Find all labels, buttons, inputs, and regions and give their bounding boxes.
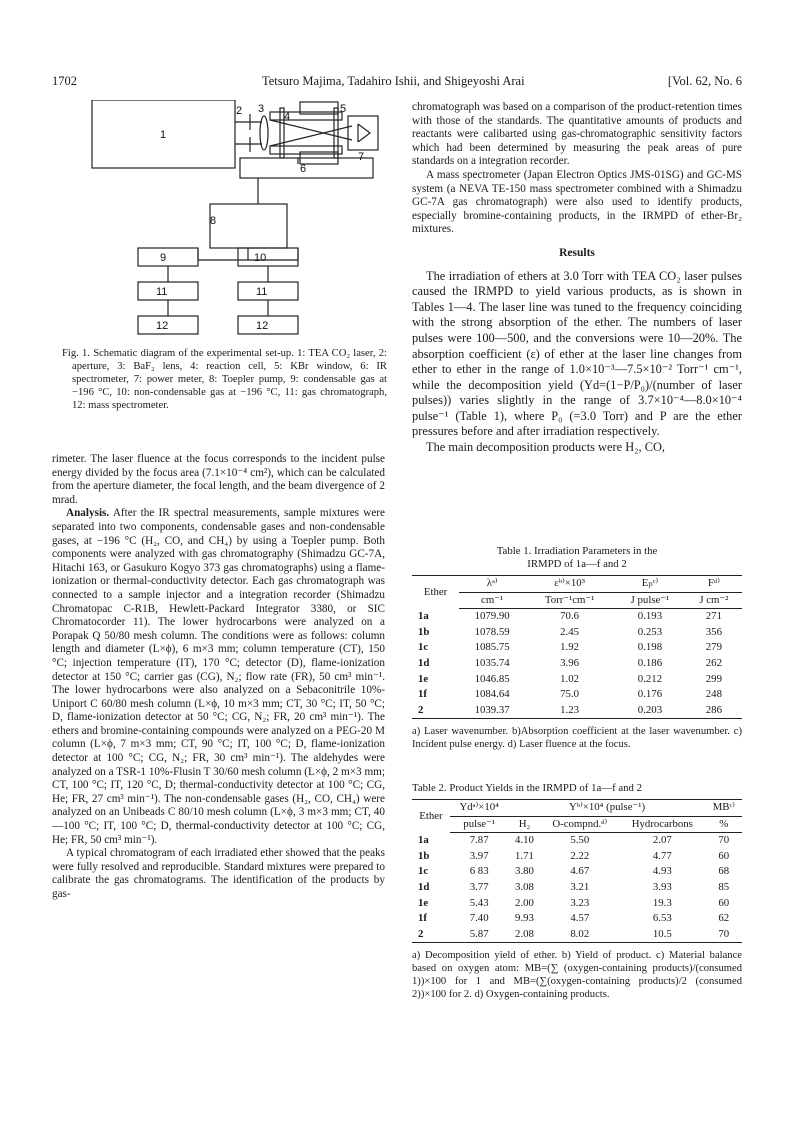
table-cell: 5.87 (450, 927, 509, 943)
author-line: Tetsuro Majima, Tadahiro Ishii, and Shigeyoshi Arai (262, 74, 525, 88)
header-cell: O-compnd.ᵈ⁾ (541, 816, 619, 833)
section-run-in-heading: Analysis. (66, 507, 110, 520)
table-cell: 0.186 (637, 656, 663, 669)
table-cell: 2.08 (508, 927, 540, 943)
header-cell: J cm⁻² (686, 592, 742, 609)
table-cell: 1.23 (525, 703, 614, 719)
table-cell: 9.93 (515, 912, 534, 925)
table-cell: 2.22 (570, 849, 590, 862)
table-cell: 1f (418, 912, 427, 925)
table-cell: 60 (718, 896, 730, 909)
table-cell: 1c (418, 865, 429, 878)
box-condensable (138, 248, 198, 266)
fig-label: 10 (254, 252, 267, 264)
table-cell: 62 (718, 912, 730, 925)
table-cell: 1b (418, 849, 430, 862)
header-cell: Torr⁻¹cm⁻¹ (525, 592, 614, 609)
table-cell: 3.77 (469, 880, 489, 893)
table-cell: 2.00 (515, 896, 534, 909)
table-2-caption: Table 2. Product Yields in the IRMPD of 1a—f and 2 (412, 782, 643, 794)
table-cell: 1a (418, 833, 429, 846)
volume-info: [Vol. 62, No. 6 (667, 74, 742, 88)
header-cell: % (706, 816, 742, 833)
header-cell: H₂ (508, 816, 540, 833)
box-non-condensable (238, 248, 298, 266)
table-cell: 2 (412, 927, 450, 943)
table-cell: 1079.90 (474, 610, 510, 623)
table-cell: 0.203 (614, 703, 686, 719)
table-cell: 262 (705, 656, 722, 669)
table-cell: 3.23 (570, 896, 590, 909)
table-row (412, 625, 742, 641)
table-1-block (412, 545, 742, 751)
table-row (412, 656, 742, 672)
table-cell: 6 83 (469, 865, 489, 878)
table-cell: 1035.74 (474, 656, 510, 669)
table-2 (412, 799, 742, 943)
table-cell: 1.92 (560, 641, 580, 654)
table-cell: 1.02 (560, 672, 580, 685)
table-1 (412, 575, 742, 719)
right-column (412, 101, 742, 456)
table-2-footnote: a) Decomposition yield of ether. b) Yield of product. c) Material balance based on oxygen atom: MB=(∑ (oxygen-containing products)/(consumed 1))×100 for 1 and MB=(∑(oxygen-containing products)/2 (consumed 2))×100 for 2. d) Oxygen-containing products. (412, 950, 742, 1001)
figure-1-caption: Fig. 1. Schematic diagram of the experimental set-up. 1: TEA CO₂ laser, 2: aperture, 3: BaF₂ lens, 4: reaction cell, 5: KBr window, 6: IR spectrometer, 7: power meter, 8: Toepler pump, 9: condensable gas at −196 °C, 10: non-condensable gas at −196 °C, 11: gas chromatograph, 12: mass spectrometer. (62, 348, 387, 411)
table-cell: 356 (705, 625, 722, 638)
table-cell: 5.50 (570, 834, 590, 847)
header-cell: MBᶜ⁾ (712, 801, 735, 813)
header-cell: Yᵇ⁾×10⁴ (pulse⁻¹) (568, 801, 646, 813)
header-cell: λᵃ⁾ (486, 577, 498, 589)
table-cell: 1d (418, 880, 430, 893)
fig-label: 3 (258, 103, 265, 115)
figure-1-schematic (52, 100, 385, 345)
table-cell: 10.5 (619, 927, 706, 943)
table-cell: 279 (705, 641, 722, 654)
results-heading: Results (559, 246, 595, 259)
table-cell: 1e (418, 672, 429, 685)
table-cell: 4.10 (515, 834, 534, 847)
table-cell: 1c (418, 641, 429, 654)
table-cell: 3.21 (570, 880, 590, 893)
table-cell: 19.3 (652, 896, 672, 909)
table-row (412, 833, 742, 849)
box-gc-left (138, 282, 198, 300)
paragraph-text: After the IR spectral measurements, sample mixtures were separated into two components, condensable gases and non-condensable gases, at −196 °C (H₂, CO, and CH₄) by using a Toepler pump. Both components were analyzed with gas chromatography (Shimadzu GC-7A, Hitachi 163, or Gasukuro Kogyo 373 gas chromatographs) using a flame-ionization or thermal-conductivity detector. Each gas chromatograph was connected to a sample injector and a integration recorder (Shimadzu Chromatopac C-R1B, Hewlett-Packard Integrator 3380, or SIC Chromatocorder 11). The lower hydrocarbons were analyzed on a Porapak Q 50/80 mesh column. The conditions were as follows: column length and diameter (L×ϕ), 6 m×3 mm; column temperature (CT), 150 °C; injection temperature (IT), 170 °C; detector (D), flame-ionization detector at 150 °C; carrier gas (CG), N₂; flow rate (FR), 50 cm³ min⁻¹. The lower hydrocarbons were also analyzed on a Sebaconitrile 10%-Uniport C 60/80 mesh column (L×ϕ, 10 m×3 mm; CT, 30 °C; IT, 50 °C; D, flame-ionization detector at 50 °C; CG, N₂; FR, 20 cm³ min⁻¹). The ethers and bromine-containing compounds were analyzed on a PEG-20 M column (L×ϕ, 7 m×3 mm; CT, 90 °C; IT, 100 °C; D, flame-ionization detector at 100 °C; CG, N₂; FR, 30 cm³ min⁻¹). The aldehydes were analyzed on a TSR-1 10%-Flusin T 30/60 mesh column (L×ϕ, 2 m×3 mm; CT, 100 °C; IT, 120 °C, D; thermal-conductivity detector at 100 °C; CG, He; FR, 27 cm³ min⁻¹). The non-condensable gases (H₂, CO, CH₄) were analyzed on an Unibeads C 80/10 mesh column (L×ϕ, 3 m×3 mm; CT, 40—100 °C; IT, 100 °C; D, thermal-conductivity detector at 100 °C; CG, He; FR, 50 cm³ min⁻¹). (52, 507, 385, 846)
paragraph: chromatograph was based on a comparison of the product-retention times with those of the standards. The quantitative amounts of products and reactants were calibarted using gas-chromatographic sensitivity factors which had been determined by measuring the peak areas of pure standards on a integration recorder. (412, 101, 742, 168)
header-cell: Fᵈ⁾ (707, 577, 720, 589)
table-cell: 85 (718, 880, 730, 893)
header-cell: Ether (423, 585, 448, 598)
page-number: 1702 (52, 74, 77, 88)
header-cell: Ether (419, 809, 443, 822)
fig-label: 1 (160, 129, 167, 141)
header-cell: Eₚᶜ⁾ (641, 577, 659, 589)
fig-label: 5 (340, 103, 347, 115)
table-cell: 2.45 (560, 625, 580, 638)
table-row (412, 672, 742, 688)
fig-label: 8 (210, 215, 217, 227)
table-2-block (412, 782, 742, 1001)
table-cell: 70 (706, 927, 742, 943)
fig-label: 4 (284, 111, 291, 123)
fig-label: 11 (156, 286, 168, 298)
table-cell: 2 (412, 703, 459, 719)
box-ir-spectrometer (240, 158, 373, 178)
paragraph: The irradiation of ethers at 3.0 Torr with TEA CO₂ laser pulses caused the IRMPD to yield various products, as is shown in Tables 1—4. The laser line was tuned to the frequency coinciding with the strong absorption of the ether. The numbers of laser pulses were 100—500, and the conversions were 10—20%. The absorption coefficient (ε) of ether at the laser line changes from ether to ether in the range of 1.0×10⁻³—7.5×10⁻² Torr⁻¹ cm⁻¹, while the decomposition yield (Yd=(1−P/P₀)/(number of laser pulses)) varies slightly in the range of 3.7×10⁻⁴—8.0×10⁻⁴ pulse⁻¹ (Table 1), where P₀ (=3.0 Torr) and P are the ether pressures before and after irradiation respectively. (412, 268, 742, 439)
paragraph: A typical chromatogram of each irradiated ether showed that the peaks were fully resolved and reproducible. Standard mixtures were prepared to calibrate the gas chromatograms. The identification of the products by gas- (52, 847, 385, 900)
table-cell: 1a (418, 609, 429, 622)
table-cell: 1085.75 (474, 641, 510, 654)
table-cell: 271 (705, 610, 722, 623)
table-cell: 1084.64 (474, 688, 510, 701)
paragraph: A mass spectrometer (Japan Electron Optics JMS-01SG) and GC-MS system (a NEVA TE-150 mass spectrometer combined with a Shimadzu GC-7A gas chromatograph) were also used to identify products, especially bromine-containing products, in the IRMPD of ether-Br₂ mixtures. (412, 168, 742, 236)
table-row (412, 849, 742, 865)
header-cell: εᵇ⁾×10³ (554, 577, 585, 589)
running-header (52, 74, 742, 90)
table-cell: 4.67 (570, 865, 590, 878)
table-cell: 0.193 (637, 610, 663, 623)
header-cell: J pulse⁻¹ (614, 592, 686, 609)
fig-label: 12 (156, 320, 169, 332)
table-row (412, 640, 742, 656)
header-cell: cm⁻¹ (459, 592, 525, 609)
table-cell: 0.176 (637, 688, 663, 701)
fig-label: 6 (300, 163, 307, 175)
table-cell: 286 (686, 703, 742, 719)
table-cell: 7.40 (469, 912, 489, 925)
header-cell: pulse⁻¹ (450, 816, 509, 833)
table-cell: 60 (718, 849, 730, 862)
table-cell: 248 (705, 688, 722, 701)
table-1-caption: Table 1. Irradiation Parameters in the (496, 545, 658, 557)
table-cell: 6.53 (652, 912, 672, 925)
table-1-caption-line2: IRMPD of 1a—f and 2 (527, 558, 627, 570)
table-cell: 1046.85 (474, 672, 510, 685)
table-row (412, 864, 742, 880)
table-cell: 1d (418, 656, 430, 669)
table-row (412, 880, 742, 896)
left-column (52, 453, 385, 902)
table-row (412, 911, 742, 927)
box-gc-right (238, 282, 298, 300)
table-cell: 2.07 (652, 834, 672, 847)
table-cell: 70 (718, 834, 730, 847)
table-cell: 1.71 (515, 849, 534, 862)
table-cell: 1039.37 (459, 703, 525, 719)
table-cell: 68 (718, 865, 730, 878)
table-cell: 75.0 (560, 688, 580, 701)
table-cell: 4.77 (652, 849, 672, 862)
table-cell: 3.93 (652, 880, 672, 893)
paragraph (52, 507, 385, 847)
table-cell: 8.02 (541, 927, 619, 943)
table-cell: 5.43 (469, 896, 489, 909)
table-cell: 1078.59 (474, 625, 510, 638)
table-row (412, 927, 742, 943)
fig-label: 9 (160, 252, 167, 264)
table-cell: 4.93 (652, 865, 672, 878)
paragraph: The main decomposition products were H₂, CO, (426, 440, 666, 455)
table-cell: 7.87 (469, 834, 489, 847)
table-cell: 1f (418, 688, 427, 701)
paragraph: rimeter. The laser fluence at the focus corresponds to the incident pulse energy divided by the focus area (7.1×10⁻⁴ cm²), which can be calculated from the aperture diameter, the focal length, and the beam divergence of 2 mrad. (52, 453, 385, 506)
table-cell: 1e (418, 896, 429, 909)
table-cell: 3.96 (560, 656, 580, 669)
header-cell: Hydrocarbons (619, 816, 706, 833)
table-cell: 3.08 (515, 880, 534, 893)
header-cell: Ydᵃ⁾×10⁴ (459, 801, 499, 813)
table-row (412, 896, 742, 912)
box-toepler-pump (210, 204, 287, 248)
table-cell: 0.253 (637, 625, 663, 638)
table-cell: 4.57 (570, 912, 590, 925)
table-row (412, 687, 742, 703)
table-cell: 70.6 (560, 610, 580, 623)
table-cell: 299 (705, 672, 722, 685)
table-cell: 3.97 (469, 849, 489, 862)
fig-label: 11 (256, 286, 268, 298)
fig-label: 2 (236, 105, 243, 117)
table-cell: 0.198 (637, 641, 663, 654)
table-cell: 1b (418, 625, 430, 638)
fig-label: 12 (256, 320, 269, 332)
table-cell: 0.212 (637, 672, 663, 685)
table-row (412, 609, 742, 625)
fig-label: 7 (358, 151, 365, 163)
table-1-footnote: a) Laser wavenumber. b)Absorption coefficient at the laser wavenumber. c) Incident pulse energy. d) Laser fluence at the focus. (412, 726, 742, 751)
table-row (412, 703, 742, 719)
table-cell: 3.80 (515, 865, 534, 878)
